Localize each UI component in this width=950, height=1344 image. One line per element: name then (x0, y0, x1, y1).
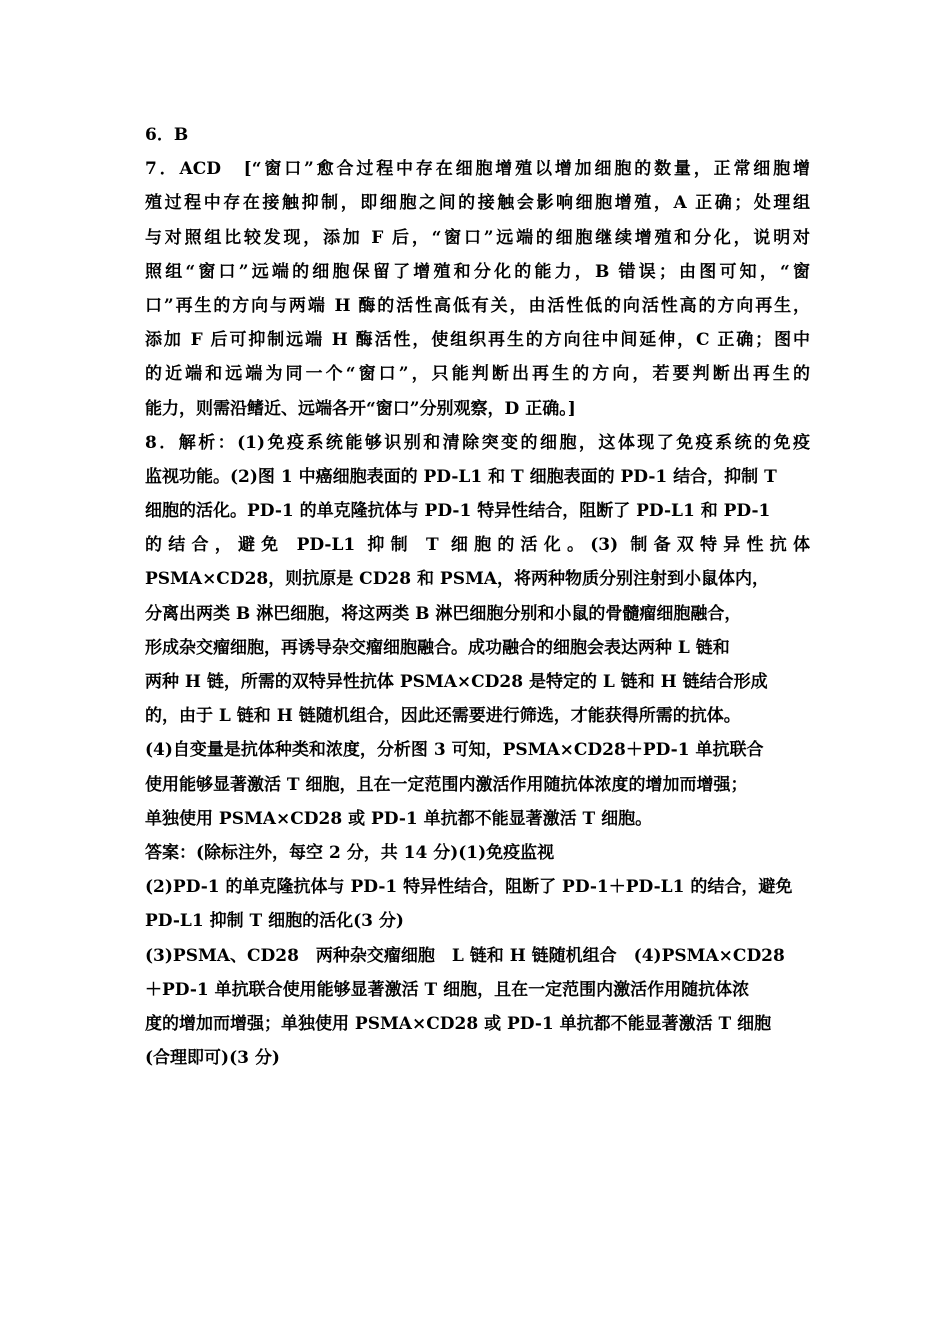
text-line: 添加 F 后可抑制远端 H 酶活性，使组织再生的方向往中间延伸，C 正确；图中 (145, 330, 810, 351)
text-line: 的近端和远端为同一个“窗口”，只能判断出再生的方向，若要判断出再生的 (145, 364, 810, 385)
text-line: 度的增加而增强；单独使用 PSMA×CD28 或 PD-1 单抗都不能显著激活 T 细胞 (145, 1013, 772, 1034)
text-line: 形成杂交瘤细胞，再诱导杂交瘤细胞融合。成功融合的细胞会表达两种 L 链和 (145, 637, 730, 658)
text-line: PSMA×CD28，则抗原是 CD28 和 PSMA，将两种物质分别注射到小鼠体内， (145, 569, 769, 590)
answer-q6: 6．B (145, 125, 189, 145)
text-line: 能力，则需沿鳍近、远端各开“窗口”分别观察，D 正确。] (145, 398, 576, 419)
answer-document (145, 118, 810, 1075)
text-line: 7．ACD [“窗口”愈合过程中存在细胞增殖以增加细胞的数量，正常细胞增 (145, 159, 810, 180)
text-line: 殖过程中存在接触抑制，即细胞之间的接触会影响细胞增殖，A 正确；处理组 (145, 193, 810, 214)
text-line: 细胞的活化。PD-1 的单克隆抗体与 PD-1 特异性结合，阻断了 PD-L1 和 PD-1 (145, 501, 771, 522)
answer-q8-key (145, 836, 810, 1075)
text-line: (3)PSMA、CD28 两种杂交瘤细胞 L 链和 H 链随机组合 (4)PSMA×CD28 (145, 945, 785, 966)
text-line: 照组“窗口”远端的细胞保留了增殖和分化的能力，B 错误；由图可知，“窗 (145, 261, 810, 282)
text-line: 答案：(除标注外，每空 2 分，共 14 分)(1)免疫监视 (145, 842, 555, 863)
text-line: 单独使用 PSMA×CD28 或 PD-1 单抗都不能显著激活 T 细胞。 (145, 808, 653, 829)
text-line: (2)PD-1 的单克隆抗体与 PD-1 特异性结合，阻断了 PD-1＋PD-L1 的结合，避免 (145, 877, 793, 898)
text-line: (合理即可)(3 分) (145, 1048, 280, 1069)
text-line: 两种 H 链，所需的双特异性抗体 PSMA×CD28 是特定的 L 链和 H 链结合形成 (145, 672, 768, 692)
text-line: 8．解析：(1)免疫系统能够识别和清除突变的细胞，这体现了免疫系统的免疫 (145, 432, 810, 453)
answer-q8-analysis (145, 426, 810, 836)
text-line: 监视功能。(2)图 1 中癌细胞表面的 PD-L1 和 T 细胞表面的 PD-1 结合，抑制 T (145, 466, 777, 487)
answer-q7 (145, 152, 810, 426)
text-line: 使用能够显著激活 T 细胞，且在一定范围内激活作用随抗体浓度的增加而增强； (145, 774, 748, 795)
text-line: ＋PD-1 单抗联合使用能够显著激活 T 细胞，且在一定范围内激活作用随抗体浓 (145, 979, 750, 1000)
text-line: (4)自变量是抗体种类和浓度，分析图 3 可知，PSMA×CD28＋PD-1 单抗联合 (145, 740, 764, 761)
text-line: 分离出两类 B 淋巴细胞，将这两类 B 淋巴细胞分别和小鼠的骨髓瘤细胞融合， (145, 603, 742, 624)
text-line: 的，由于 L 链和 H 链随机组合，因此还需要进行筛选，才能获得所需的抗体。 (145, 706, 741, 727)
text-line: PD-L1 抑制 T 细胞的活化(3 分) (145, 911, 404, 932)
text-line: 口”再生的方向与两端 H 酶的活性高低有关，由活性低的向活性高的方向再生， (145, 295, 810, 316)
text-line: 的结合，避免 PD-L1 抑制 T 细胞的活化。(3) 制备双特异性抗体 (145, 535, 810, 556)
text-line: 与对照组比较发现，添加 F 后，“窗口”远端的细胞继续增殖和分化，说明对 (145, 227, 810, 248)
